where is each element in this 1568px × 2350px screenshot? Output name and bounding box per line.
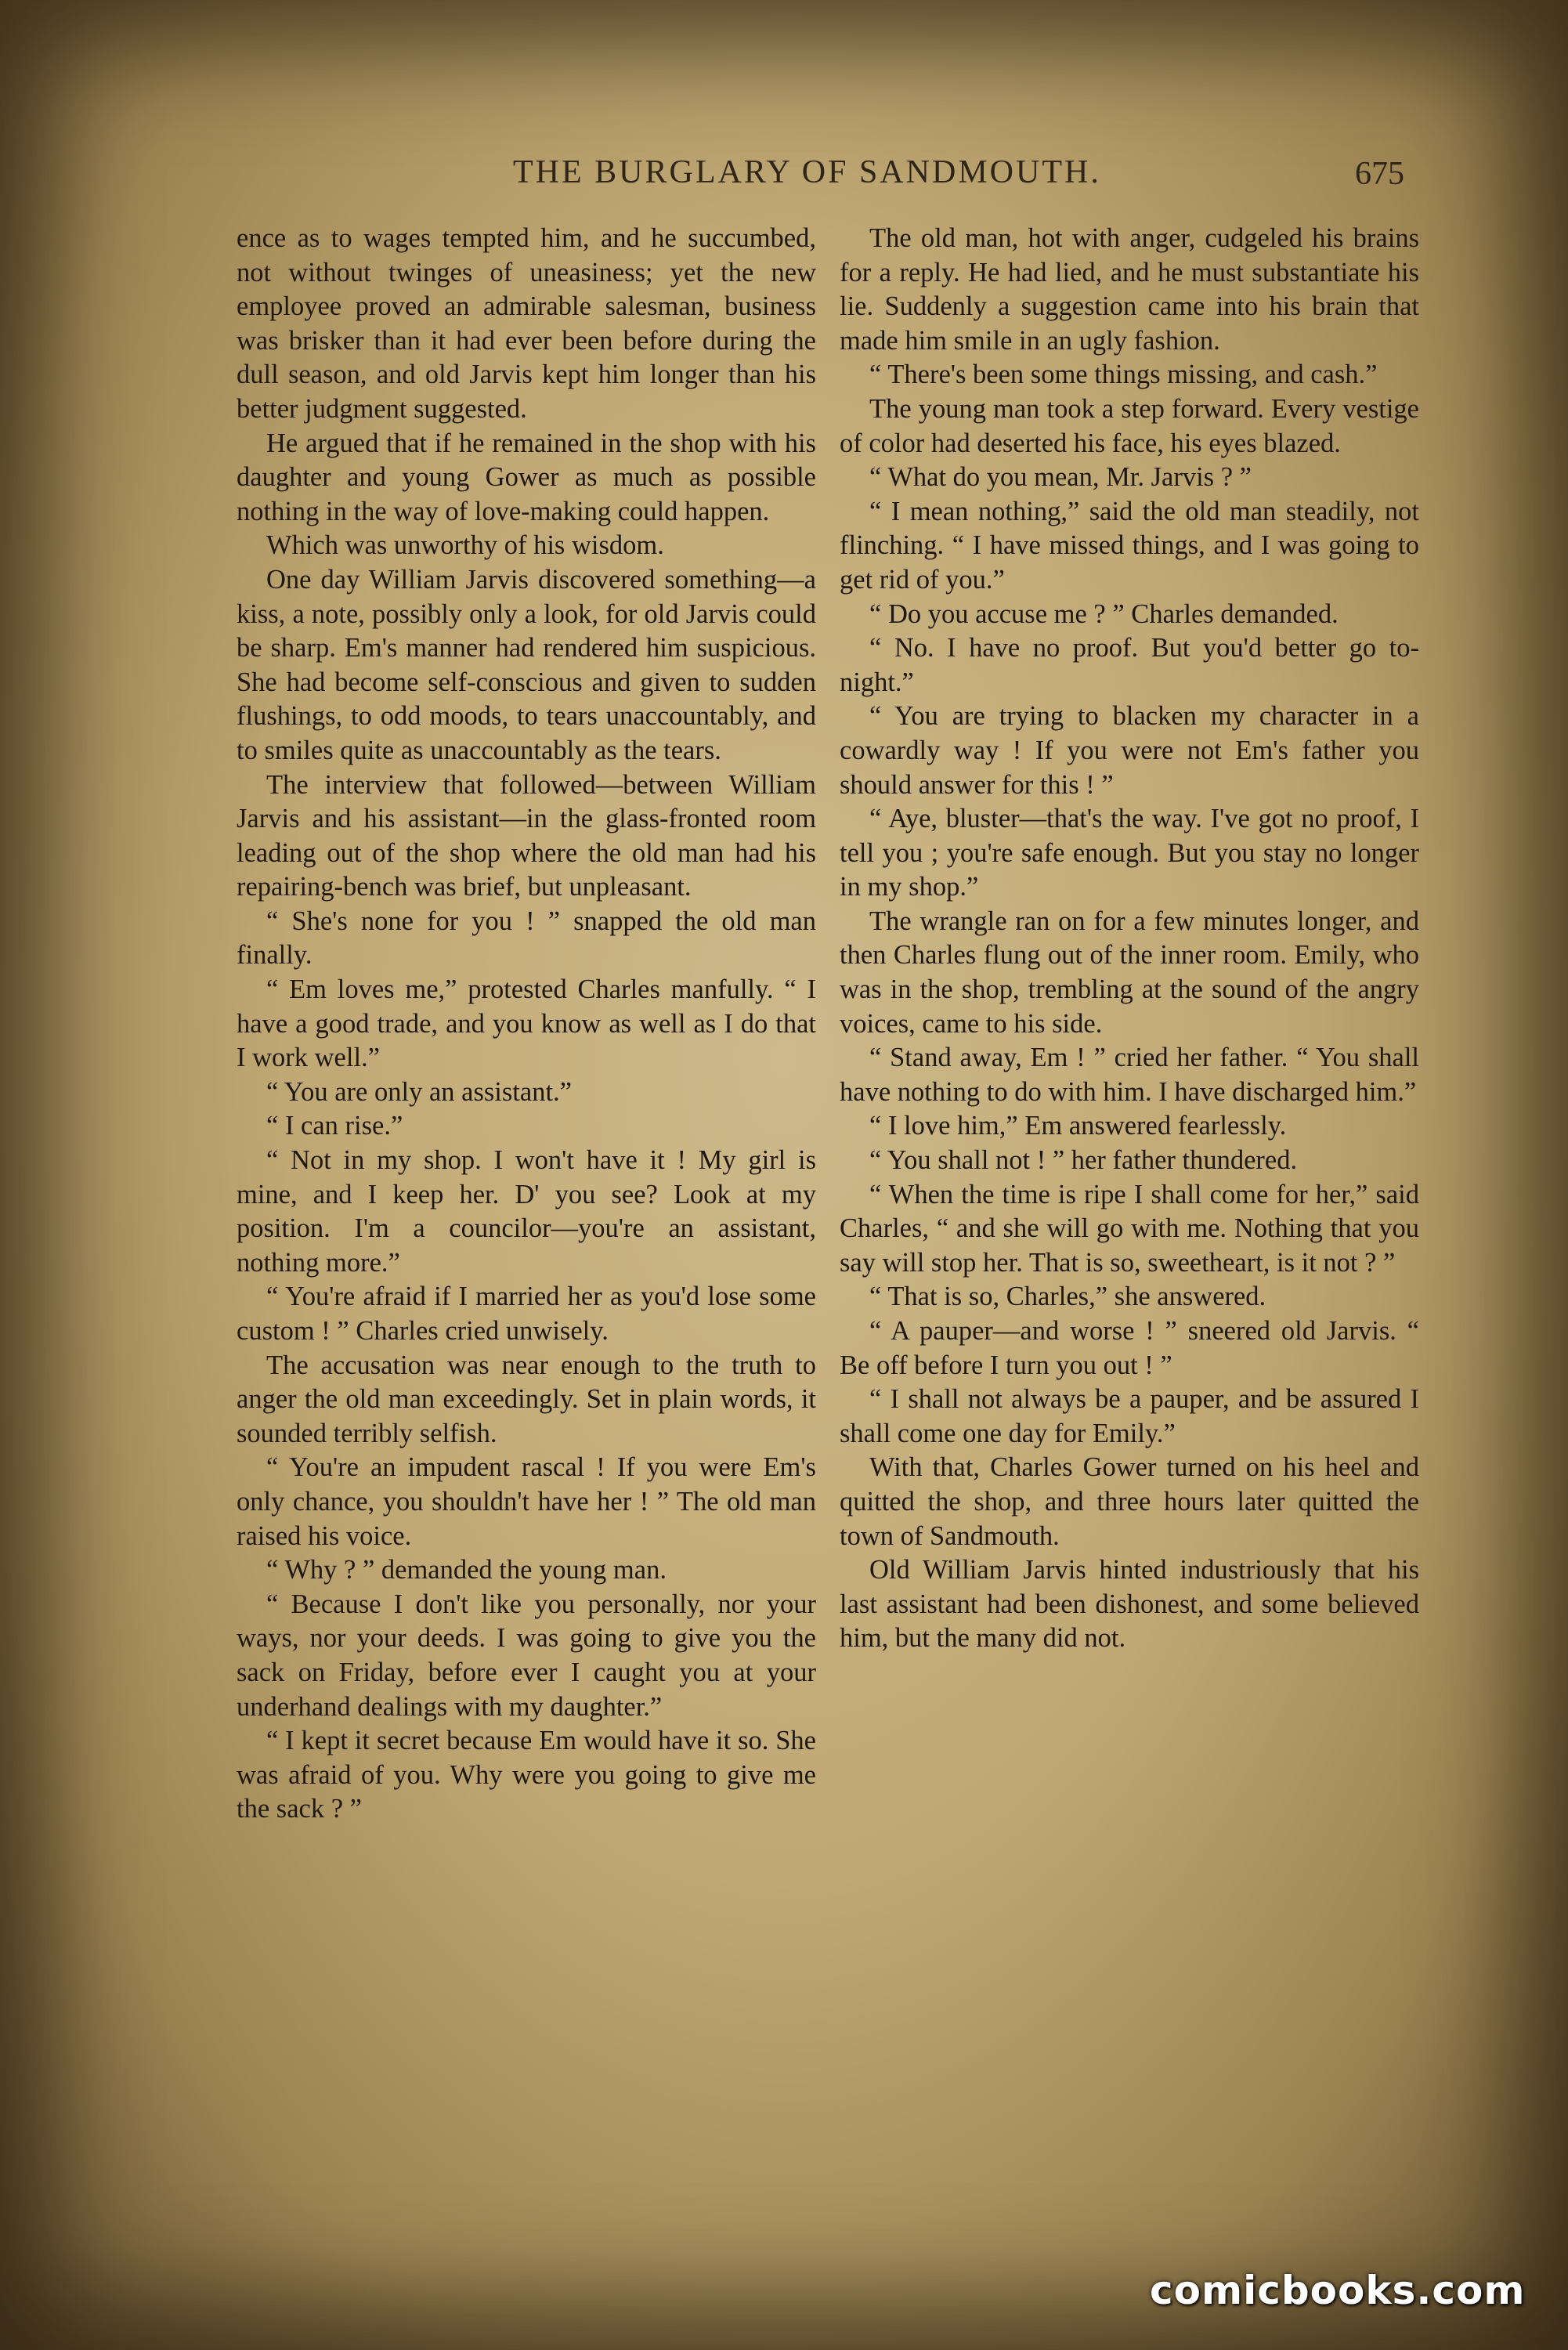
paragraph: “ There's been some things missing, and cash.” [869, 360, 1378, 390]
text-column-left [237, 222, 816, 1827]
paragraph: “ I love him,” Em answered fearlessly. [869, 1111, 1287, 1141]
paragraph: “ I can rise.” [266, 1111, 403, 1141]
page-number: 675 [1355, 156, 1404, 192]
paragraph: Old William Jarvis hinted industriously that his last assistant had been dishonest, and some believed him, but the many did not. [840, 1555, 1419, 1654]
paragraph: “ She's none for you ! ” snapped the old man finally. [237, 906, 816, 971]
running-head [0, 154, 1568, 201]
paragraph: “ Aye, bluster—that's the way. I've got no proof, I tell you ; you're safe enough. But you stay no longer in my shop.” [840, 804, 1419, 902]
paragraph: The wrangle ran on for a few minutes longer, and then Charles flung out of the inner room. Emily, who was in the shop, trembling at the sound of the angry voices, came to his side. [840, 906, 1419, 1039]
paragraph: “ A pauper—and worse ! ” sneered old Jarvis. “ Be off before I turn you out ! ” [840, 1316, 1419, 1380]
paragraph: “ I mean nothing,” said the old man steadily, not flinching. “ I have missed things, and I was going to get rid of you.” [840, 496, 1419, 595]
paragraph: The interview that followed—between William Jarvis and his assistant—in the glass-fronted room leading out of the shop where the old man had his repairing-bench was brief, but unpleasant. [237, 769, 816, 902]
paragraph: “ That is so, Charles,” she answered. [869, 1282, 1266, 1312]
paragraph: He argued that if he remained in the shop with his daughter and young Gower as much as possible nothing in the way of love-making could happen. [237, 428, 816, 526]
paragraph: “ I kept it secret because Em would have it so. She was afraid of you. Why were you going to give me the sack ? ” [237, 1726, 816, 1824]
paragraph: With that, Charles Gower turned on his heel and quitted the shop, and three hours later quitted the town of Sandmouth. [840, 1452, 1419, 1551]
paragraph: “ No. I have no proof. But you'd better go to-night.” [840, 633, 1419, 697]
paragraph: The old man, hot with anger, cudgeled his brains for a reply. He had lied, and he must substantiate his lie. Suddenly a suggestion came into his brain that made him smile in an ugly fashion. [840, 223, 1419, 356]
site-watermark: comicbooks.com [1150, 2268, 1526, 2313]
paragraph: “ Why ? ” demanded the young man. [266, 1555, 667, 1585]
paragraph: “ You are only an assistant.” [266, 1076, 572, 1107]
paragraph: “ Not in my shop. I won't have it ! My girl is mine, and I keep her. D' you see? Look at my position. I'm a councilor—you're an assistant, nothing more.” [237, 1145, 816, 1278]
paragraph: “ When the time is ripe I shall come for her,” said Charles, “ and she will go with me. Nothing that you say will stop her. That is so, sweetheart, is it not ? ” [840, 1179, 1419, 1278]
paragraph: The young man took a step forward. Every vestige of color had deserted his face, his eyes blazed. [840, 393, 1419, 458]
paragraph: “ I shall not always be a pauper, and be assured I shall come one day for Emily.” [840, 1384, 1419, 1448]
page-title: THE BURGLARY OF SANDMOUTH. [513, 154, 1101, 190]
paragraph: The accusation was near enough to the truth to anger the old man exceedingly. Set in plain words, it sounded terribly selfish. [237, 1350, 816, 1448]
paragraph: “ What do you mean, Mr. Jarvis ? ” [869, 462, 1252, 493]
paragraph: Which was unworthy of his wisdom. [266, 530, 664, 561]
paragraph: “ Do you accuse me ? ” Charles demanded. [869, 598, 1339, 629]
paragraph: “ You're an impudent rascal ! If you were Em's only chance, you shouldn't have her ! ” The old man raised his voice. [237, 1452, 816, 1551]
paragraph: ence as to wages tempted him, and he succumbed, not without twinges of uneasiness; yet the new employee proved an admirable salesman, business was brisker than it had ever been before during the dull season, and old Jarvis kept him longer than his better judgment suggested. [237, 223, 816, 424]
paragraph: “ You are trying to blacken my character in a cowardly way ! If you were not Em's father you should answer for this ! ” [840, 701, 1419, 800]
paragraph: “ Stand away, Em ! ” cried her father. “ You shall have nothing to do with him. I have discharged him.” [840, 1043, 1419, 1107]
paragraph: One day William Jarvis discovered something—a kiss, a note, possibly only a look, for old Jarvis could be sharp. Em's manner had rendered him suspicious. She had become self-conscious and given to sudden flushings, to odd moods, to tears unaccountably, and to smiles quite as unaccountably as the tears. [237, 564, 816, 765]
paragraph: “ You shall not ! ” her father thundered. [869, 1145, 1298, 1176]
text-column-right [840, 222, 1419, 1656]
paragraph: “ Em loves me,” protested Charles manfully. “ I have a good trade, and you know as well as I do that I work well.” [237, 974, 816, 1073]
paragraph: “ Because I don't like you personally, nor your ways, nor your deeds. I was going to give you the sack on Friday, before ever I caught you at your underhand dealings with my daughter.” [237, 1589, 816, 1722]
paragraph: “ You're afraid if I married her as you'd lose some custom ! ” Charles cried unwisely. [237, 1282, 816, 1346]
